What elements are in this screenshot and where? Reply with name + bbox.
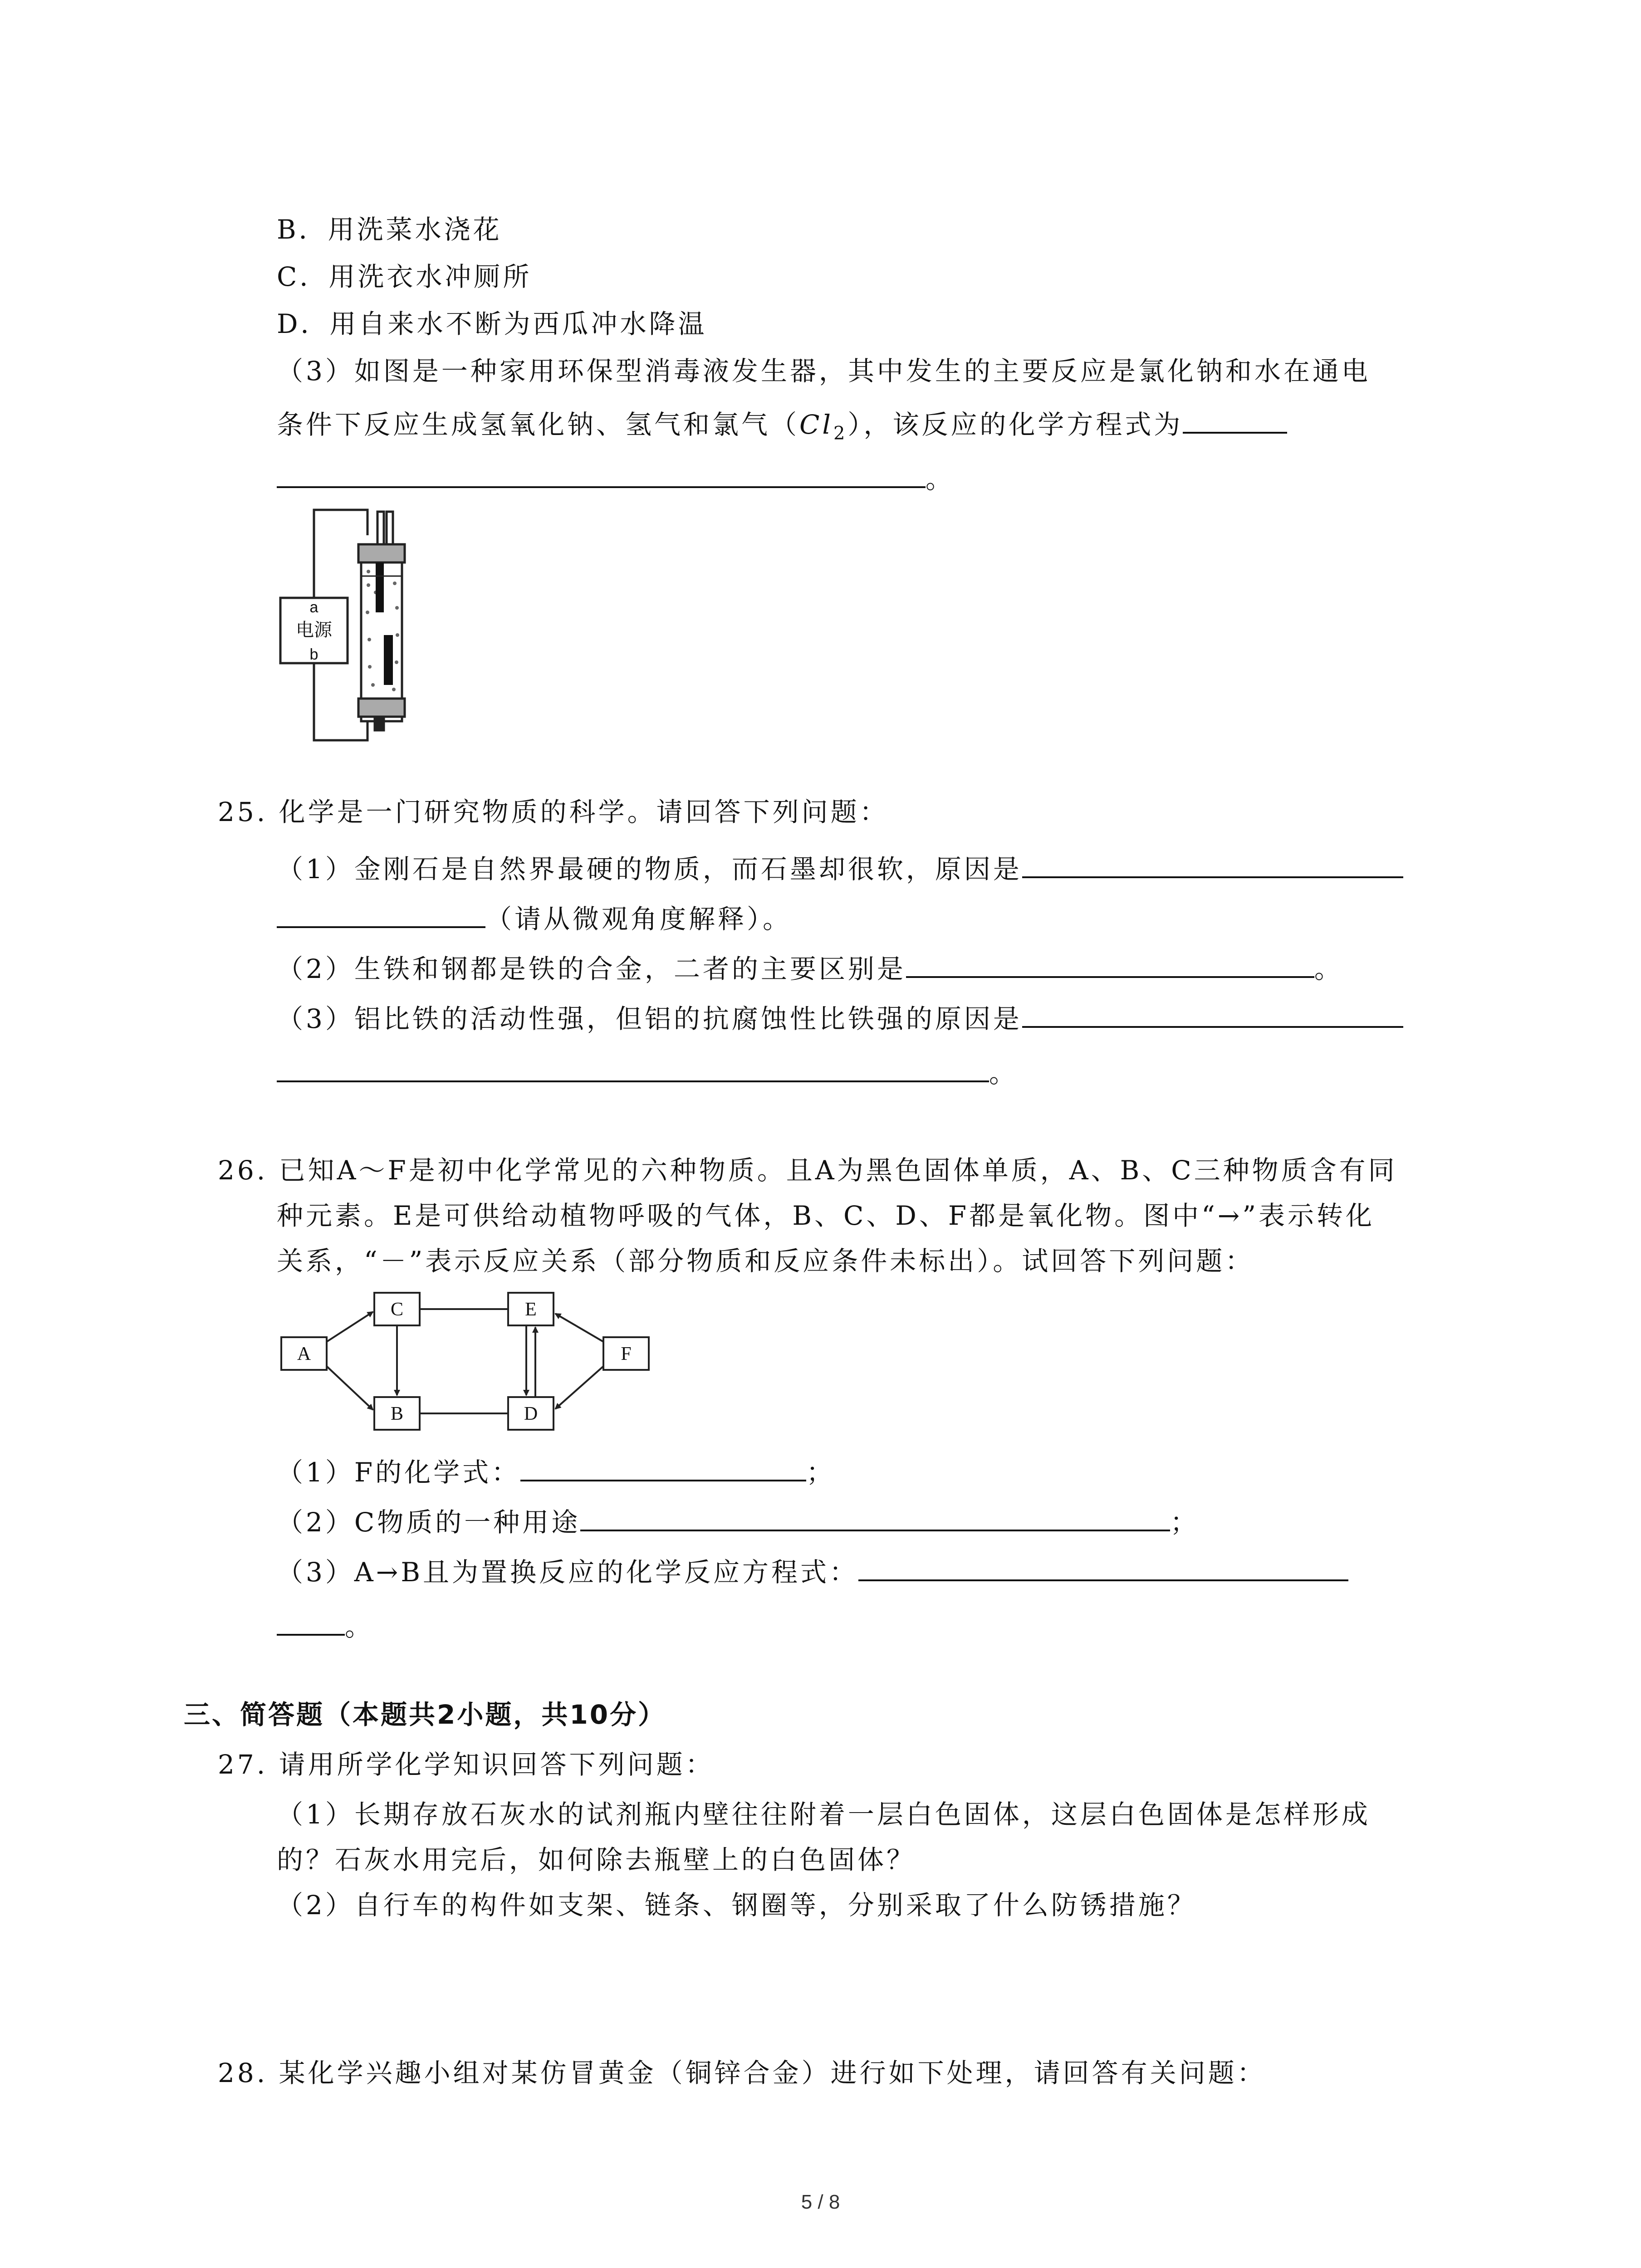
q25-answer-blank-2[interactable] [906, 948, 1314, 978]
q26-answer-blank-1[interactable] [520, 1452, 806, 1481]
q24-answer-blank-1[interactable] [1183, 404, 1287, 434]
q24-option-b: B．用洗菜水浇花 [277, 214, 502, 245]
q25-part3-cont: 。 [277, 1052, 1018, 1091]
q27-part1-line1: （1）长期存放石灰水的试剂瓶内壁往往附着一层白色固体，这层白色固体是怎样形成 [277, 1799, 1371, 1830]
q25-answer-blank-1[interactable] [1022, 848, 1403, 878]
node-label-a: A [297, 1344, 311, 1364]
q25-part1: （1）金刚石是自然界最硬的物质，而石墨却很软，原因是 [277, 848, 1403, 887]
q26-answer-blank-2[interactable] [580, 1501, 1170, 1531]
q25-part1-cont: （请从微观角度解释）。 [277, 898, 792, 937]
q25-answer-blank-1b[interactable] [277, 898, 485, 928]
q26-part3: （3）A→B且为置换反应的化学反应方程式： [277, 1551, 1348, 1590]
section-heading-short-answer: 三、简答题（本题共2小题，共10分） [184, 1699, 666, 1730]
q28-stem: 28. 某化学兴趣小组对某仿冒黄金（铜锌合金）进行如下处理，请回答有关问题： [218, 2058, 1266, 2088]
electrolysis-apparatus-figure [272, 503, 426, 744]
q24-answer-blank-2[interactable] [277, 458, 926, 488]
node-label-b: B [390, 1403, 404, 1424]
substance-relationship-diagram [272, 1288, 662, 1438]
q24-part3-line3: 。 [277, 458, 955, 497]
q25-stem: 25. 化学是一门研究物质的科学。请回答下列问题： [218, 797, 889, 827]
node-label-d: D [524, 1403, 538, 1424]
q25-part2: （2）生铁和钢都是铁的合金，二者的主要区别是 。 [277, 948, 1343, 987]
q26-stem-line2: 种元素。E是可供给动植物呼吸的气体，B、C、D、F都是氧化物。图中“→”表示转化 [277, 1200, 1375, 1231]
power-terminal-b-label: b [309, 646, 318, 663]
q24-part3-line1: （3）如图是一种家用环保型消毒液发生器，其中发生的主要反应是氯化钠和水在通电 [277, 356, 1371, 386]
q26-answer-blank-3[interactable] [858, 1551, 1348, 1581]
q26-answer-blank-3b[interactable] [277, 1606, 345, 1636]
q24-option-c: C．用洗衣水冲厕所 [277, 261, 532, 292]
node-label-c: C [390, 1299, 404, 1320]
q25-answer-blank-3[interactable] [1022, 998, 1403, 1028]
power-source-label: 电源 [296, 620, 332, 640]
q27-part1-line2: 的？石灰水用完后，如何除去瓶壁上的白色固体？ [277, 1844, 916, 1875]
node-label-f: F [621, 1344, 632, 1364]
power-terminal-a-label: a [309, 599, 318, 616]
node-label-e: E [525, 1299, 537, 1320]
q26-part2: （2）C物质的一种用途 ； [277, 1501, 1199, 1540]
q25-part3: （3）铝比铁的活动性强，但铝的抗腐蚀性比铁强的原因是 [277, 998, 1403, 1037]
q26-stem-line1: 26. 已知A～F是初中化学常见的六种物质。且A为黑色固体单质，A、B、C三种物质含有同 [218, 1155, 1397, 1186]
q26-part1: （1）F的化学式： ； [277, 1452, 835, 1491]
q26-part3-cont: 。 [277, 1606, 374, 1645]
q27-part2: （2）自行车的构件如支架、链条、钢圈等，分别采取了什么防锈措施？ [277, 1890, 1196, 1921]
q27-stem: 27. 请用所学化学知识回答下列问题： [218, 1749, 715, 1780]
q26-stem-line3: 关系，“－”表示反应关系（部分物质和反应条件未标出）。试回答下列问题： [277, 1246, 1254, 1276]
q24-option-d: D．用自来水不断为西瓜冲水降温 [277, 308, 707, 339]
page-number: 5 / 8 [801, 2191, 840, 2213]
q25-answer-blank-3b[interactable] [277, 1052, 989, 1082]
q24-part3-line2: 条件下反应生成氢氧化钠、氢气和氯气$(Cl_2)$，该反应的化学方程式为 [277, 404, 1287, 452]
